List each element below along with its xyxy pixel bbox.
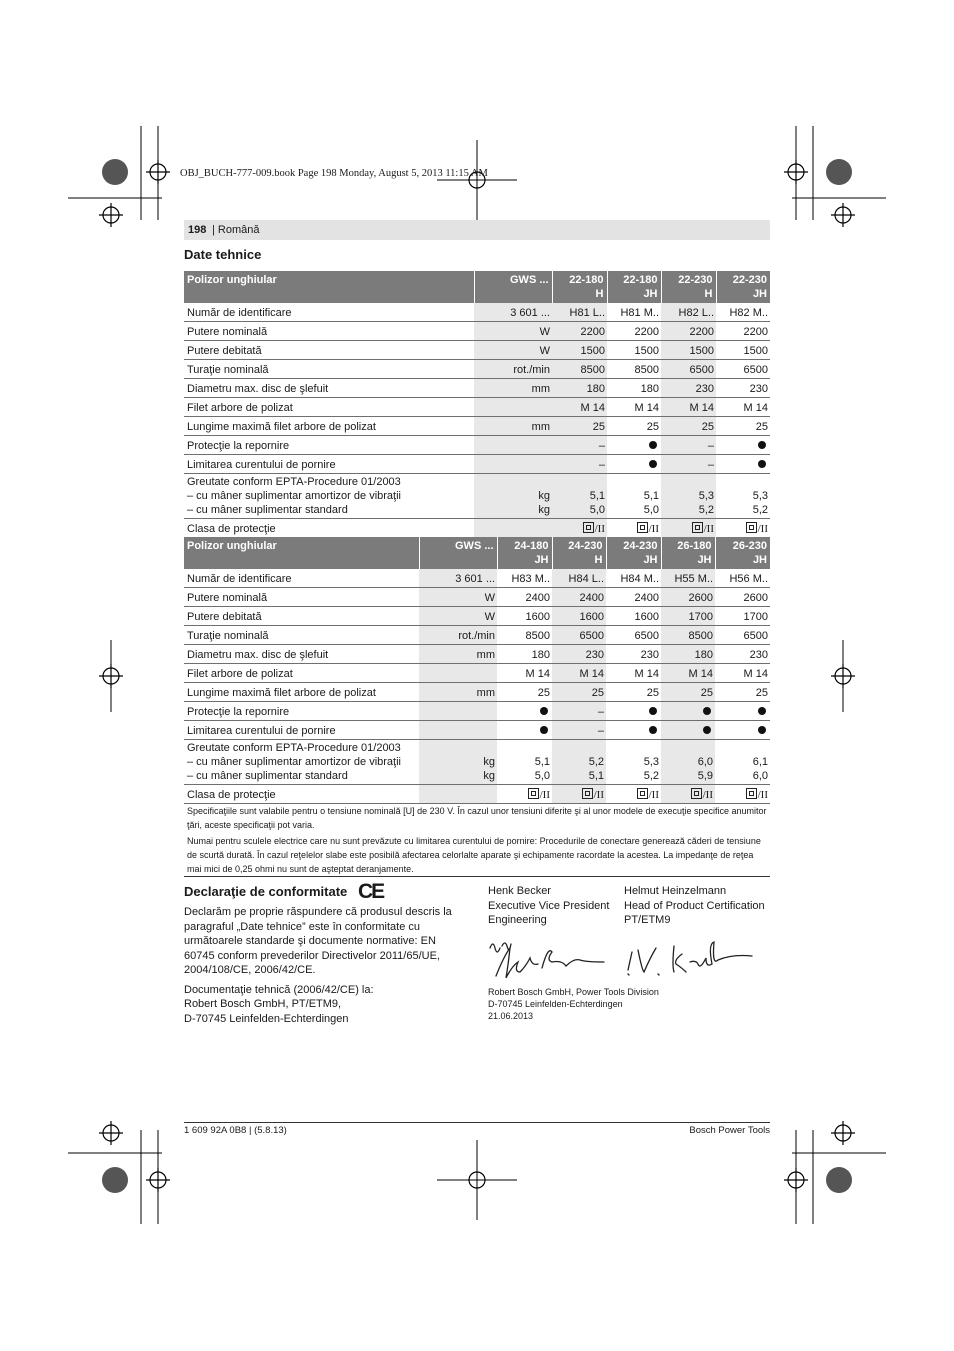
- value-cell: M 14: [716, 398, 770, 417]
- value-cell: 180: [497, 645, 552, 664]
- note-voltage: Specificaţiile sunt valabile pentru o tensiune nominală [U] de 230 V. În cazul unor tensiuni diferite şi al unor modele de execuţie specifice anumitor ţări, aceste specificaţii pot varia.: [187, 806, 767, 830]
- protection-class-icon: /II: [637, 789, 659, 801]
- value-cell: 25: [661, 417, 716, 436]
- value-cell: 2200: [716, 322, 770, 341]
- value-cell: 2400: [497, 588, 552, 607]
- value-cell: 1700: [661, 607, 715, 626]
- page-header-bar: [184, 220, 770, 240]
- table-row: [184, 607, 770, 626]
- value-cell: 1500: [716, 341, 770, 360]
- value-cell: 1600: [497, 607, 552, 626]
- unit-cell: W: [419, 607, 497, 626]
- table-row: [184, 588, 770, 607]
- value-cell: H81 L..: [552, 303, 607, 322]
- footer-left: 1 609 92A 0B8 | (5.8.13): [184, 1125, 287, 1136]
- protection-class-icon: /II: [691, 789, 713, 801]
- unit-cell: [474, 455, 552, 474]
- book-filename-line: OBJ_BUCH-777-009.book Page 198 Monday, August 5, 2013 11:15 AM: [180, 168, 488, 179]
- bullet-dot: [649, 441, 657, 449]
- unit-cell: 3 601 ...: [474, 303, 552, 322]
- column-header: Polizor unghiular: [184, 537, 419, 569]
- spec-table-1: [184, 271, 770, 538]
- column-header: 22-180 JH: [607, 271, 661, 303]
- value-cell: 230: [606, 645, 661, 664]
- value-cell: M 14: [497, 664, 552, 683]
- value-cell: 2200: [607, 322, 661, 341]
- value-cell: 8500: [661, 626, 715, 645]
- table-header-row: [184, 271, 770, 303]
- value-cell: [715, 721, 770, 740]
- page-number: 198: [188, 224, 207, 236]
- bullet-dot: [649, 460, 657, 468]
- unit-cell: mm: [419, 645, 497, 664]
- value-cell: H83 M..: [497, 569, 552, 588]
- row-label: Filet arbore de polizat: [184, 398, 474, 417]
- value-cell: –: [552, 721, 606, 740]
- protection-class-icon: /II: [582, 789, 604, 801]
- company-address: Robert Bosch GmbH, Power Tools Division D-70745 Leinfelden-Echterdingen 21.06.2013: [488, 987, 659, 1021]
- unit-cell: [419, 785, 497, 804]
- unit-cell: rot./min: [474, 360, 552, 379]
- protection-class-icon: /II: [528, 789, 550, 801]
- value-cell: 6500: [661, 360, 716, 379]
- value-cell: 180: [552, 379, 607, 398]
- column-header: 26-180 JH: [661, 537, 715, 569]
- row-label: Turaţie nominală: [184, 626, 419, 645]
- value-cell: 2200: [552, 322, 607, 341]
- value-cell: H81 M..: [607, 303, 661, 322]
- value-cell: H55 M..: [661, 569, 715, 588]
- value-cell: 8500: [497, 626, 552, 645]
- row-label: Putere debitată: [184, 607, 419, 626]
- value-cell: M 14: [552, 664, 606, 683]
- row-label: Număr de identificare: [184, 569, 419, 588]
- table-row: [184, 626, 770, 645]
- unit-cell: [419, 702, 497, 721]
- value-cell: 25: [607, 417, 661, 436]
- value-cell: –: [661, 436, 716, 455]
- footer-divider: [184, 1122, 770, 1123]
- protection-class-icon: /II: [583, 523, 605, 535]
- value-cell: [661, 702, 715, 721]
- divider: [184, 876, 770, 877]
- unit-cell: [474, 436, 552, 455]
- table-row: [184, 664, 770, 683]
- value-cell: H82 L..: [661, 303, 716, 322]
- value-cell: 8500: [607, 360, 661, 379]
- table-row: [184, 303, 770, 322]
- value-cell: 180: [607, 379, 661, 398]
- ce-mark: CE: [358, 880, 384, 903]
- value-cell: 2600: [661, 588, 715, 607]
- row-label: Lungime maximă filet arbore de polizat: [184, 683, 419, 702]
- table-row: [184, 455, 770, 474]
- value-cell: 25: [552, 417, 607, 436]
- value-cell: 1600: [552, 607, 606, 626]
- row-label: Protecţie la repornire: [184, 436, 474, 455]
- table-row: [184, 398, 770, 417]
- table-row: [184, 341, 770, 360]
- footer-right: Bosch Power Tools: [689, 1125, 770, 1136]
- table-row: [184, 702, 770, 721]
- value-cell: 230: [715, 645, 770, 664]
- table-row: [184, 474, 770, 519]
- bullet-dot: [649, 707, 657, 715]
- value-cell: 5,3 5,2: [716, 474, 770, 519]
- row-label: Limitarea curentului de pornire: [184, 721, 419, 740]
- value-cell: [716, 519, 770, 538]
- row-label: Turaţie nominală: [184, 360, 474, 379]
- value-cell: H84 M..: [606, 569, 661, 588]
- value-cell: 5,1 5,0: [552, 474, 607, 519]
- column-header: 24-180 JH: [497, 537, 552, 569]
- value-cell: 230: [661, 379, 716, 398]
- value-cell: 5,2 5,1: [552, 740, 606, 785]
- unit-cell: mm: [474, 379, 552, 398]
- handwritten-signatures: [486, 936, 766, 986]
- value-cell: H84 L..: [552, 569, 606, 588]
- value-cell: H82 M..: [716, 303, 770, 322]
- unit-cell: W: [474, 322, 552, 341]
- value-cell: 1600: [606, 607, 661, 626]
- value-cell: 5,3 5,2: [661, 474, 716, 519]
- column-header: 24-230 JH: [606, 537, 661, 569]
- value-cell: 25: [497, 683, 552, 702]
- row-label: Clasa de protecţie: [184, 785, 419, 804]
- value-cell: –: [552, 455, 607, 474]
- row-label: Protecţie la repornire: [184, 702, 419, 721]
- row-label: Putere nominală: [184, 588, 419, 607]
- unit-cell: 3 601 ...: [419, 569, 497, 588]
- value-cell: M 14: [607, 398, 661, 417]
- value-cell: [716, 455, 770, 474]
- value-cell: [607, 455, 661, 474]
- unit-cell: rot./min: [419, 626, 497, 645]
- value-cell: [715, 785, 770, 804]
- value-cell: 180: [661, 645, 715, 664]
- value-cell: 230: [552, 645, 606, 664]
- protection-class-icon: /II: [637, 523, 659, 535]
- value-cell: [715, 702, 770, 721]
- value-cell: M 14: [661, 664, 715, 683]
- value-cell: M 14: [606, 664, 661, 683]
- column-header: 24-230 H: [552, 537, 606, 569]
- bullet-dot: [758, 460, 766, 468]
- value-cell: 6,1 6,0: [715, 740, 770, 785]
- bullet-dot: [758, 726, 766, 734]
- section-title: Date tehnice: [184, 247, 262, 262]
- value-cell: 6500: [715, 626, 770, 645]
- row-label: Lungime maximă filet arbore de polizat: [184, 417, 474, 436]
- table-header-row: [184, 537, 770, 569]
- unit-cell: [474, 519, 552, 538]
- value-cell: 2400: [606, 588, 661, 607]
- value-cell: 1500: [552, 341, 607, 360]
- table-row: [184, 360, 770, 379]
- value-cell: M 14: [552, 398, 607, 417]
- column-header: GWS ...: [474, 271, 552, 303]
- declaration-title: Declaraţie de conformitate: [184, 884, 348, 899]
- value-cell: 1700: [715, 607, 770, 626]
- value-cell: [606, 785, 661, 804]
- column-header: 26-230 JH: [715, 537, 770, 569]
- protection-class-icon: /II: [746, 523, 768, 535]
- value-cell: 1500: [661, 341, 716, 360]
- value-cell: M 14: [661, 398, 716, 417]
- row-label: Putere debitată: [184, 341, 474, 360]
- row-label: Diametru max. disc de şlefuit: [184, 645, 419, 664]
- column-header: GWS ...: [419, 537, 497, 569]
- value-cell: [606, 702, 661, 721]
- bullet-dot: [540, 707, 548, 715]
- table-row: [184, 721, 770, 740]
- table-row: [184, 683, 770, 702]
- table-row: [184, 785, 770, 804]
- value-cell: 25: [661, 683, 715, 702]
- value-cell: 1500: [607, 341, 661, 360]
- value-cell: 25: [552, 683, 606, 702]
- value-cell: 230: [716, 379, 770, 398]
- value-cell: [552, 519, 607, 538]
- row-label: Greutate conform EPTA-Procedure 01/2003 – cu mâner suplimentar amortizor de vibraţii – cu mâner suplimentar standard: [184, 474, 474, 519]
- unit-cell: [474, 398, 552, 417]
- row-label: Filet arbore de polizat: [184, 664, 419, 683]
- value-cell: 5,3 5,2: [606, 740, 661, 785]
- value-cell: –: [552, 702, 606, 721]
- row-label: Clasa de protecţie: [184, 519, 474, 538]
- row-label: Număr de identificare: [184, 303, 474, 322]
- signatory-2-name: Helmut Heinzelmann: [624, 885, 727, 897]
- value-cell: [607, 519, 661, 538]
- value-cell: [661, 519, 716, 538]
- value-cell: H56 M..: [715, 569, 770, 588]
- value-cell: 6,0 5,9: [661, 740, 715, 785]
- value-cell: 2400: [552, 588, 606, 607]
- value-cell: [607, 436, 661, 455]
- value-cell: 8500: [552, 360, 607, 379]
- value-cell: [606, 721, 661, 740]
- value-cell: M 14: [715, 664, 770, 683]
- row-label: Greutate conform EPTA-Procedure 01/2003 – cu mâner suplimentar amortizor de vibraţii – cu mâner suplimentar standard: [184, 740, 419, 785]
- value-cell: 2200: [661, 322, 716, 341]
- table-row: [184, 379, 770, 398]
- table-row: [184, 322, 770, 341]
- signatory-1-name: Henk Becker: [488, 885, 551, 897]
- table-row: [184, 569, 770, 588]
- value-cell: 6500: [606, 626, 661, 645]
- unit-cell: kg kg: [419, 740, 497, 785]
- unit-cell: kg kg: [474, 474, 552, 519]
- signatory-1: [488, 884, 609, 928]
- language-label: | Română: [212, 224, 260, 236]
- value-cell: [497, 702, 552, 721]
- value-cell: 25: [716, 417, 770, 436]
- table-row: [184, 436, 770, 455]
- value-cell: [661, 721, 715, 740]
- unit-cell: mm: [419, 683, 497, 702]
- value-cell: 5,1 5,0: [607, 474, 661, 519]
- signatory-2-role: Head of Product Certification PT/ETM9: [624, 899, 765, 926]
- declaration-paragraph-1: Declarăm pe proprie răspundere că produsul descris la paragraful „Date tehnice” este în conformitate cu următoarele standarde şi documente normative: EN 60745 conform prevederilor Directivelor 2011/65/UE, 2004/108/CE, 2006/42/CE.: [184, 906, 452, 976]
- note-starting-current: Numai pentru sculele electrice care nu sunt prevăzute cu limitarea curentului de pornire: Procedurile de conectare generează căderi de tensiune de scurtă durată. În cazul reţelelor slabe este posibilă afectarea celorlalte aparate şi echipamente racordate la acestea. La impedanţe de reţea mai mici de 0,25 ohmi nu sunt de aşteptat deranjamente.: [187, 836, 761, 874]
- value-cell: 25: [715, 683, 770, 702]
- table-row: [184, 519, 770, 538]
- unit-cell: [419, 721, 497, 740]
- column-header: 22-180 H: [552, 271, 607, 303]
- signatory-1-role: Executive Vice President Engineering: [488, 899, 610, 926]
- value-cell: [716, 436, 770, 455]
- value-cell: 25: [606, 683, 661, 702]
- value-cell: –: [661, 455, 716, 474]
- bullet-dot: [703, 726, 711, 734]
- unit-cell: mm: [474, 417, 552, 436]
- bullet-dot: [540, 726, 548, 734]
- protection-class-icon: /II: [746, 789, 768, 801]
- bullet-dot: [758, 707, 766, 715]
- row-label: Putere nominală: [184, 322, 474, 341]
- bullet-dot: [649, 726, 657, 734]
- unit-cell: [419, 664, 497, 683]
- bullet-dot: [758, 441, 766, 449]
- value-cell: [497, 721, 552, 740]
- row-label: Diametru max. disc de şlefuit: [184, 379, 474, 398]
- value-cell: [497, 785, 552, 804]
- value-cell: [661, 785, 715, 804]
- table-row: [184, 645, 770, 664]
- value-cell: 6500: [716, 360, 770, 379]
- declaration-paragraph-2: Documentaţie tehnică (2006/42/CE) la: Robert Bosch GmbH, PT/ETM9, D-70745 Leinfelden-Echterdingen: [184, 983, 374, 1025]
- protection-class-icon: /II: [692, 523, 714, 535]
- value-cell: –: [552, 436, 607, 455]
- column-header: 22-230 H: [661, 271, 716, 303]
- value-cell: [552, 785, 606, 804]
- value-cell: 2600: [715, 588, 770, 607]
- declaration-text: [184, 905, 469, 1026]
- bullet-dot: [703, 707, 711, 715]
- unit-cell: W: [419, 588, 497, 607]
- signatory-2: [624, 884, 765, 928]
- table-row: [184, 417, 770, 436]
- value-cell: 6500: [552, 626, 606, 645]
- table-row: [184, 740, 770, 785]
- column-header: 22-230 JH: [716, 271, 770, 303]
- unit-cell: W: [474, 341, 552, 360]
- column-header: Polizor unghiular: [184, 271, 474, 303]
- row-label: Limitarea curentului de pornire: [184, 455, 474, 474]
- spec-table-2: [184, 537, 770, 804]
- value-cell: 5,1 5,0: [497, 740, 552, 785]
